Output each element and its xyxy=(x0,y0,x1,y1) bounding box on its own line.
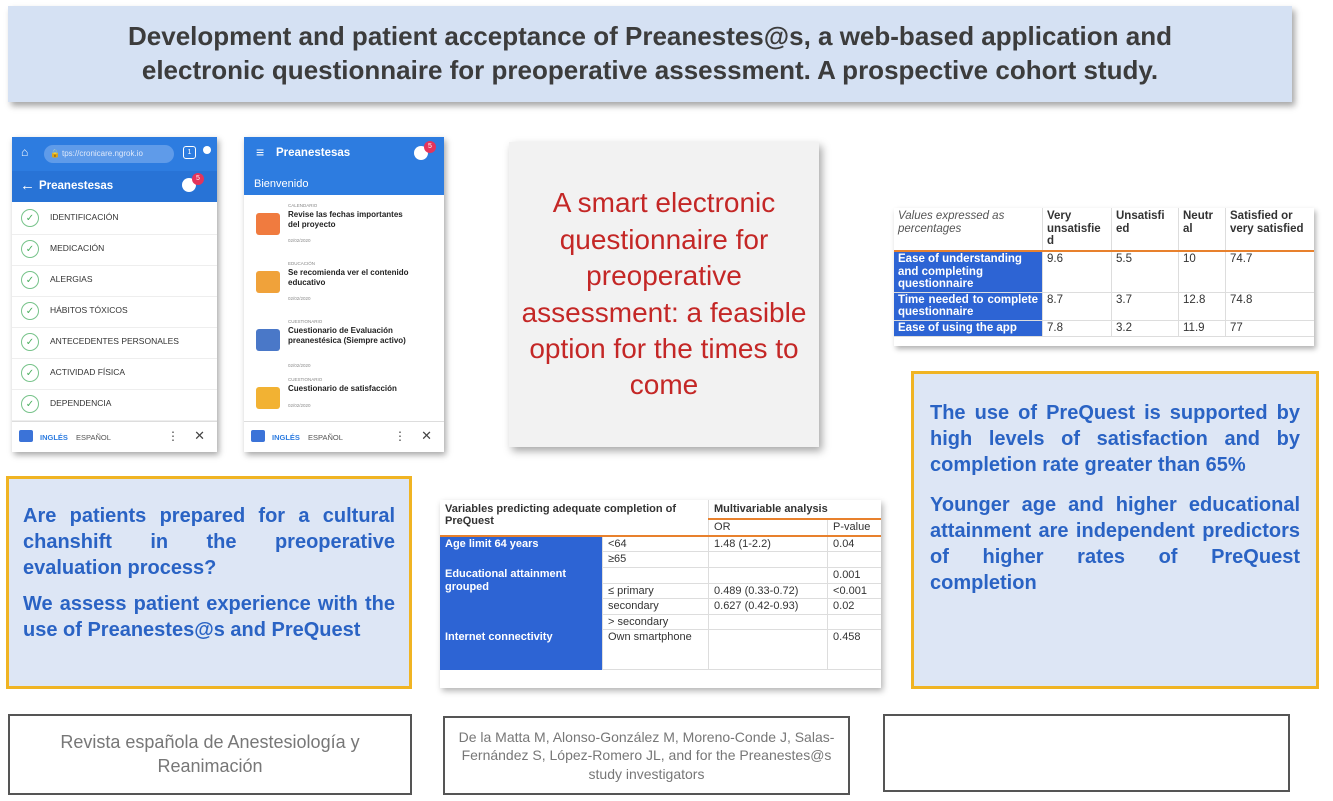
table-cell: 7.8 xyxy=(1043,321,1112,337)
menu-item-label: IDENTIFICACIÓN xyxy=(50,212,119,222)
satisfaction-table xyxy=(894,208,1314,337)
table-cell: > secondary xyxy=(603,614,709,630)
feed-category: CUESTIONARIO xyxy=(288,377,323,382)
app-title: Preanestesas xyxy=(39,180,114,192)
table-cell: ≤ primary xyxy=(603,583,709,599)
table-cell: 8.7 xyxy=(1043,292,1112,320)
table-header-cell: Multivariable analysis xyxy=(709,500,881,519)
conclusion-text-2: Younger age and higher educational attainment are independent predictors of higher rates of PreQuest completion xyxy=(930,494,1300,594)
menu-item-dependencia[interactable] xyxy=(12,389,217,421)
multivariable-table-container xyxy=(440,500,881,688)
table-cell: <0.001 xyxy=(828,583,881,599)
translate-bar xyxy=(244,421,444,452)
lang-option-other[interactable]: ESPAÑOL xyxy=(308,433,343,442)
menu-item-identificacion[interactable] xyxy=(12,203,217,235)
table-cell xyxy=(709,614,828,630)
table-cell: 5.5 xyxy=(1112,251,1179,292)
row-label: Ease of understanding and completing questionnaire xyxy=(894,251,1043,292)
authors-text: De la Matta M, Alonso-González M, Moreno-Conde J, Salas-Fernández S, López-Romero JL, and for the Preanestes@s study investigators xyxy=(458,729,835,782)
menu-item-label: ALERGIAS xyxy=(50,274,93,284)
table-header-cell: Variables predicting adequate completion of PreQuest xyxy=(440,500,709,536)
journal-box xyxy=(8,714,412,795)
conclusion-box xyxy=(911,371,1319,689)
table-cell: 11.9 xyxy=(1179,321,1226,337)
title-line-2: electronic questionnaire for preoperative assessment. A prospective cohort study. xyxy=(141,55,1159,85)
table-cell: 12.8 xyxy=(1179,292,1226,320)
feed-date: 02/02/2020 xyxy=(288,403,311,408)
lang-option-other[interactable]: ESPAÑOL xyxy=(76,433,111,442)
menu-item-label: ANTECEDENTES PERSONALES xyxy=(50,336,179,346)
check-icon: ✓ xyxy=(21,302,39,320)
feed-category: CALENDARIO xyxy=(288,203,318,208)
table-cell: <64 xyxy=(603,536,709,552)
table-row xyxy=(894,251,1314,292)
feed-item-education[interactable] xyxy=(244,257,444,313)
menu-item-antecedentes[interactable] xyxy=(12,327,217,359)
aim-text: We assess patient experience with the use of Preanestes@s and PreQuest xyxy=(23,593,395,641)
table-cell: 0.627 (0.42-0.93) xyxy=(709,599,828,615)
feed-item-questionnaire[interactable] xyxy=(244,315,444,371)
phone-screenshot-feed xyxy=(244,137,444,452)
table-cell xyxy=(709,567,828,583)
table-cell xyxy=(828,614,881,630)
back-arrow-icon[interactable]: ← xyxy=(20,177,35,194)
table-row xyxy=(440,630,881,670)
table-cell: 74.8 xyxy=(1226,292,1315,320)
feed-date: 02/02/2020 xyxy=(288,296,311,301)
app-header xyxy=(244,137,444,195)
close-icon[interactable]: ✕ xyxy=(421,428,432,443)
google-translate-icon xyxy=(251,430,265,442)
menu-item-label: ACTIVIDAD FÍSICA xyxy=(50,367,126,377)
menu-item-label: MEDICACIÓN xyxy=(50,243,105,253)
book-icon xyxy=(256,271,280,293)
doctor-icon xyxy=(256,329,280,351)
home-icon[interactable]: ⌂ xyxy=(21,145,29,159)
table-cell: 0.001 xyxy=(828,567,881,583)
menu-item-actividad-fisica[interactable] xyxy=(12,358,217,390)
row-label: Internet connectivity xyxy=(440,630,603,670)
menu-item-label: DEPENDENCIA xyxy=(50,398,112,408)
table-header-row xyxy=(894,208,1314,251)
title-banner xyxy=(8,6,1292,102)
check-icon: ✓ xyxy=(21,240,39,258)
table-cell: ≥65 xyxy=(603,552,709,568)
calendar-icon xyxy=(256,213,280,235)
multivariable-table xyxy=(440,500,881,670)
tabs-icon[interactable]: 1 xyxy=(183,146,196,159)
question-text: Are patients prepared for a cultural chanshift in the preoperative evaluation process? xyxy=(23,505,395,579)
check-icon: ✓ xyxy=(21,209,39,227)
table-cell: 9.6 xyxy=(1043,251,1112,292)
check-icon: ✓ xyxy=(21,333,39,351)
table-cell xyxy=(603,567,709,583)
table-header-cell: Very unsatisfie d xyxy=(1043,208,1112,251)
center-quote-text: A smart electronic questionnaire for preoperative assessment: a feasible option for the times to come xyxy=(521,187,807,401)
hamburger-menu-icon[interactable]: ≡ xyxy=(256,144,265,160)
lang-option-active[interactable]: INGLÉS xyxy=(272,433,300,442)
app-title-bar xyxy=(12,171,217,202)
title-line-1: Development and patient acceptance of Preanestes@s, a web-based application and xyxy=(128,21,1172,52)
menu-item-medicacion[interactable] xyxy=(12,234,217,266)
satisfaction-table-container xyxy=(894,208,1314,346)
check-icon: ✓ xyxy=(21,395,39,413)
phone-screenshot-menu xyxy=(12,137,217,452)
feed-title: Revise las fechas importantes del proyecto xyxy=(288,210,403,229)
table-cell: 0.02 xyxy=(828,599,881,615)
table-cell: 0.04 xyxy=(828,536,881,552)
menu-item-label: HÁBITOS TÓXICOS xyxy=(50,305,128,315)
table-header-cell: P-value xyxy=(828,519,881,536)
table-header-cell: Neutr al xyxy=(1179,208,1226,251)
table-header-cell: Values expressed as percentages xyxy=(894,208,1043,251)
row-label: Age limit 64 years xyxy=(440,536,603,568)
close-icon[interactable]: ✕ xyxy=(194,428,205,443)
feed-item-calendar[interactable] xyxy=(244,199,444,255)
google-translate-icon xyxy=(19,430,33,442)
lang-option-active[interactable]: INGLÉS xyxy=(40,433,68,442)
table-cell xyxy=(709,552,828,568)
notification-badge: 5 xyxy=(424,141,436,153)
table-row xyxy=(440,536,881,552)
app-header xyxy=(12,137,217,202)
browser-menu-icon[interactable] xyxy=(203,146,211,154)
more-options-icon[interactable]: ⋮ xyxy=(394,429,406,443)
feed-category: CUESTIONARIO xyxy=(288,319,323,324)
feed-title: Se recomienda ver el contenido educativo xyxy=(288,268,409,287)
table-cell: 3.2 xyxy=(1112,321,1179,337)
feed-category: EDUCACIÓN xyxy=(288,261,316,266)
question-box xyxy=(6,476,412,689)
table-cell: 0.458 xyxy=(828,630,881,670)
menu-item-habitos-toxicos[interactable] xyxy=(12,296,217,328)
table-cell: 3.7 xyxy=(1112,292,1179,320)
url-bar[interactable] xyxy=(44,145,174,163)
table-row xyxy=(440,567,881,583)
welcome-text: Bienvenido xyxy=(254,178,309,190)
poster-title xyxy=(128,20,1172,88)
empty-footer-box xyxy=(883,714,1290,792)
table-cell: 74.7 xyxy=(1226,251,1315,292)
journal-name: Revista española de Anestesiología y Reanimación xyxy=(60,732,360,776)
center-quote-box xyxy=(509,142,819,447)
translate-bar xyxy=(12,421,217,452)
row-label: Time needed to complete questionnaire xyxy=(894,292,1043,320)
check-icon: ✓ xyxy=(21,271,39,289)
row-label: Educational attainment grouped xyxy=(440,567,603,630)
authors-box xyxy=(443,716,850,795)
table-row xyxy=(894,292,1314,320)
table-cell xyxy=(709,630,828,670)
table-cell: 10 xyxy=(1179,251,1226,292)
feed-title: Cuestionario de Evaluación preanestésica (Siempre activo) xyxy=(288,326,406,345)
table-cell: Own smartphone xyxy=(603,630,709,670)
table-cell: secondary xyxy=(603,599,709,615)
feed-date: 02/02/2020 xyxy=(288,363,311,368)
notification-badge: 5 xyxy=(192,173,204,185)
check-icon: ✓ xyxy=(21,364,39,382)
table-header-cell: Satisfied or very satisfied xyxy=(1226,208,1315,251)
feed-date: 02/02/2020 xyxy=(288,238,311,243)
table-row xyxy=(894,321,1314,337)
table-header-cell: Unsatisfi ed xyxy=(1112,208,1179,251)
feed-title: Cuestionario de satisfacción xyxy=(288,384,397,393)
app-title: Preanestesas xyxy=(276,147,351,159)
thumbs-up-icon xyxy=(256,387,280,409)
row-label: Ease of using the app xyxy=(894,321,1043,337)
table-cell: 0.489 (0.33-0.72) xyxy=(709,583,828,599)
menu-item-alergias[interactable] xyxy=(12,265,217,297)
table-cell: 77 xyxy=(1226,321,1315,337)
table-header-row xyxy=(440,500,881,519)
table-header-cell: OR xyxy=(709,519,828,536)
lock-icon: 🔒 xyxy=(50,149,60,158)
url-text: tps://cronicare.ngrok.io xyxy=(62,149,143,158)
table-cell: 1.48 (1-2.2) xyxy=(709,536,828,552)
more-options-icon[interactable]: ⋮ xyxy=(167,429,179,443)
conclusion-text-1: The use of PreQuest is supported by high levels of satisfaction and by completion rate greater than 65% xyxy=(930,402,1300,476)
table-cell xyxy=(828,552,881,568)
